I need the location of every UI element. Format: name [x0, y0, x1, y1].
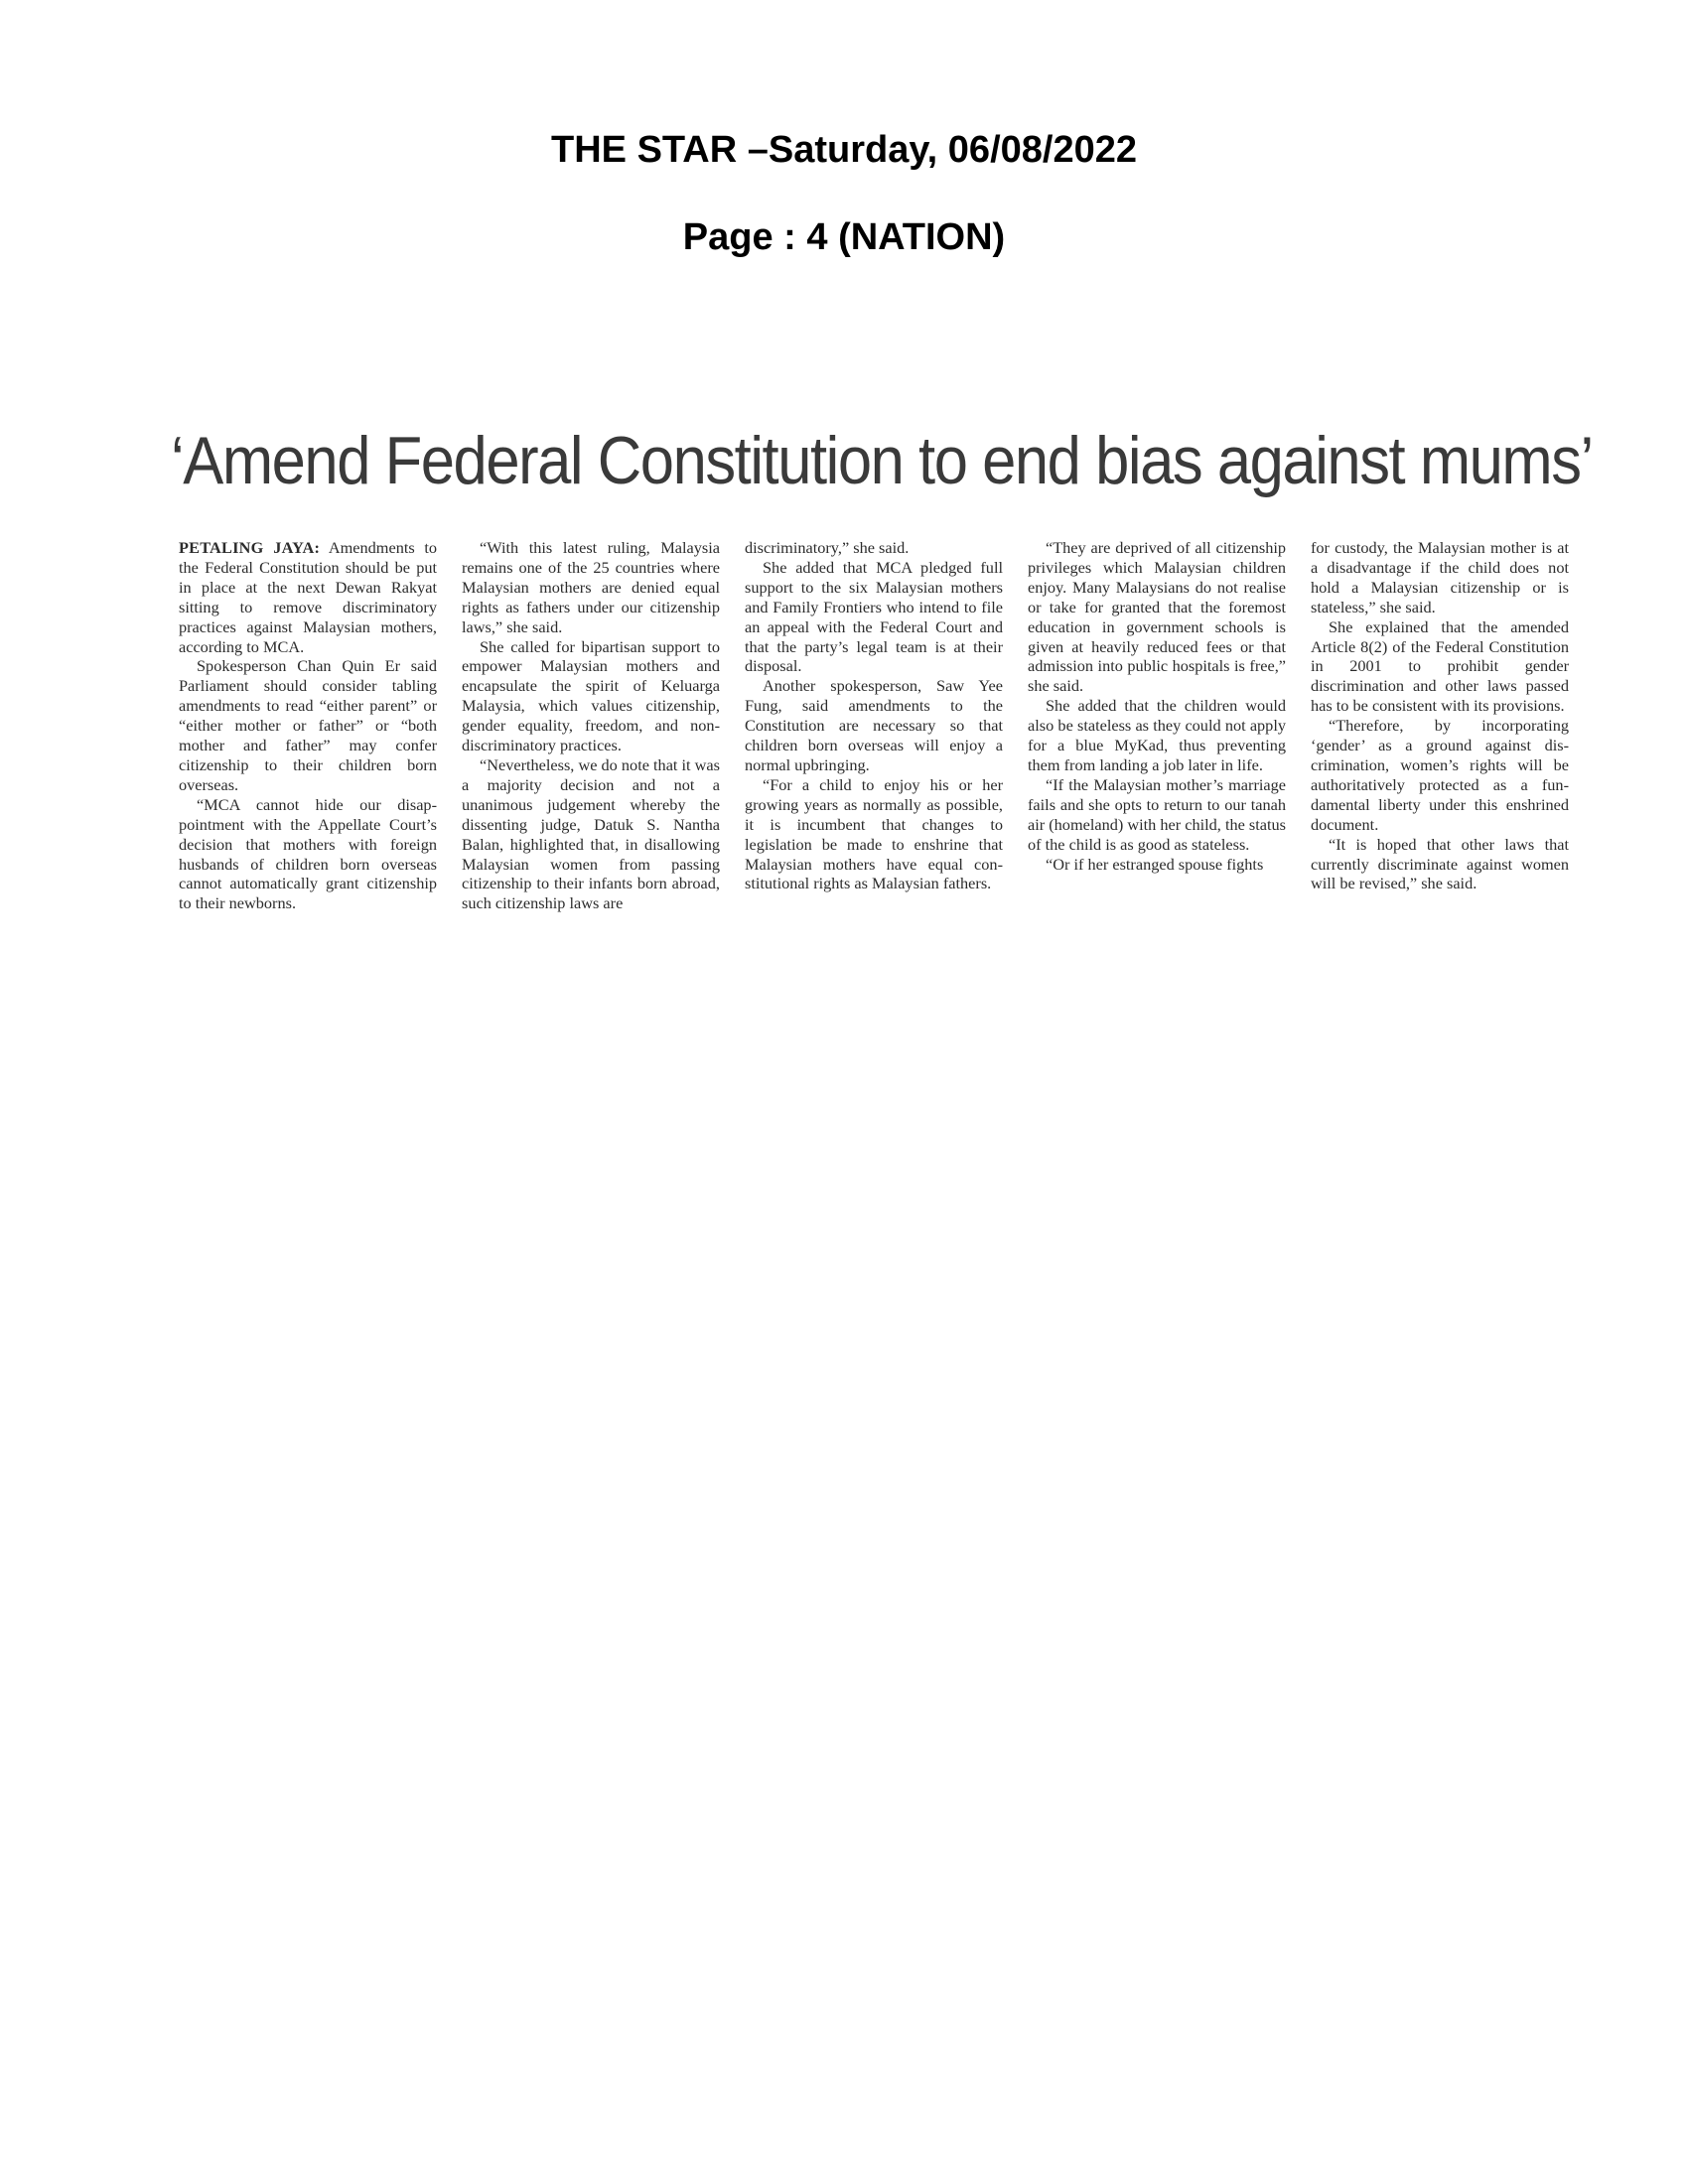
article-column-4	[1028, 538, 1286, 874]
article-paragraph: She added that the children would also be stateless as they could not apply for a blue MyKad, thus preventing them from landing a job later in life.	[1028, 696, 1286, 774]
article-paragraph: “For a child to enjoy his or her growing years as normally as possible, it is incumbent that changes to legislation be made to enshrine that Malaysian mothers have equal constitutional rights as Malaysian fathers.	[745, 774, 1003, 893]
article-headline: ‘Amend Federal Constitution to end bias against mums’	[171, 423, 1593, 498]
article-body	[171, 538, 1581, 923]
article-paragraph: “If the Malaysian mother’s marriage fails and she opts to return to our tanah air (homeland) with her child, the status of the child is as good as stateless.	[1028, 774, 1286, 854]
article-paragraph: “They are deprived of all citizenship privileges which Malaysian children enjoy. Many Malaysians do not realise or take for granted that the foremost education in government schools is given at heavily reduced fees or that admission into public hospitals is free,” she said.	[1028, 538, 1286, 696]
article-paragraph: Another spokesperson, Saw Yee Fung, said amendments to the Constitution are necessary so that children born overseas will enjoy a normal upbringing.	[745, 676, 1003, 774]
article-column-3	[745, 538, 1003, 893]
article-column-5	[1311, 538, 1569, 893]
article-paragraph: She added that MCA pledged full support to the six Malaysian mothers and Family Frontiers who intend to file an appeal with the Federal Court and that the party’s legal team is at their disposal.	[745, 557, 1003, 676]
article-paragraph: discriminatory,” she said.	[745, 538, 910, 557]
article-paragraph: “Therefore, by incorporating ‘gender’ as a ground against discrimination, women’s rights will be authoritatively protected as a fundamental liberty under this enshrined document.	[1311, 716, 1569, 834]
article-paragraph: for custody, the Malaysian mother is at a disadvantage if the child does not hold a Malaysian citizenship or is stateless,” she said.	[1311, 538, 1569, 616]
article-column-2	[462, 538, 720, 913]
article-paragraph: She explained that the amended Article 8(2) of the Federal Constitution in 2001 to prohibit gender discrimination and other laws passed has to be consistent with its provisions.	[1311, 616, 1569, 716]
article-paragraph: She called for bipartisan support to empower Malaysian mothers and encapsulate the spirit of Keluarga Malaysia, which values citizenship, gender equality, freedom, and non-discriminatory practices.	[462, 636, 720, 755]
article-paragraph: “Or if her estranged spouse fights	[1046, 854, 1264, 874]
page-section-header: Page : 4 (NATION)	[682, 216, 1006, 258]
article-paragraph: “It is hoped that other laws that currently discriminate against women will be revised,” she said.	[1311, 834, 1569, 893]
article-paragraph: Spokesperson Chan Quin Er said Parliament should consider tabling amendments to read “either parent” or “either mother or father” or “both mother and father” may confer citizenship to their children born overseas.	[179, 656, 437, 794]
article-paragraph: PETALING JAYA: Amendments to the Federal Constitution should be put in place at the next Dewan Rakyat sitting to remove discriminatory practices against Malaysian mothers, according to MCA.	[179, 538, 437, 656]
article-dateline: PETALING JAYA:	[179, 538, 321, 557]
article-paragraph: “With this latest ruling, Malaysia remains one of the 25 countries where Malaysian mothers are denied equal rights as fathers under our citizenship laws,” she said.	[462, 538, 720, 636]
article-paragraph: “Nevertheless, we do note that it was a majority decision and not a unanimous judgement whereby the dissenting judge, Datuk S. Nantha Balan, highlighted that, in disallowing Malaysian women from passing citizenship to their infants born abroad, such citizenship laws are	[462, 754, 720, 913]
article-column-1	[179, 538, 437, 913]
article-paragraph: “MCA cannot hide our disappointment with the Appellate Court’s decision that mothers with foreign husbands of children born overseas cannot automatically grant citizenship to their newborns.	[179, 794, 437, 913]
newspaper-clipping	[171, 423, 1593, 923]
publication-date-header: THE STAR –Saturday, 06/08/2022	[551, 129, 1137, 171]
